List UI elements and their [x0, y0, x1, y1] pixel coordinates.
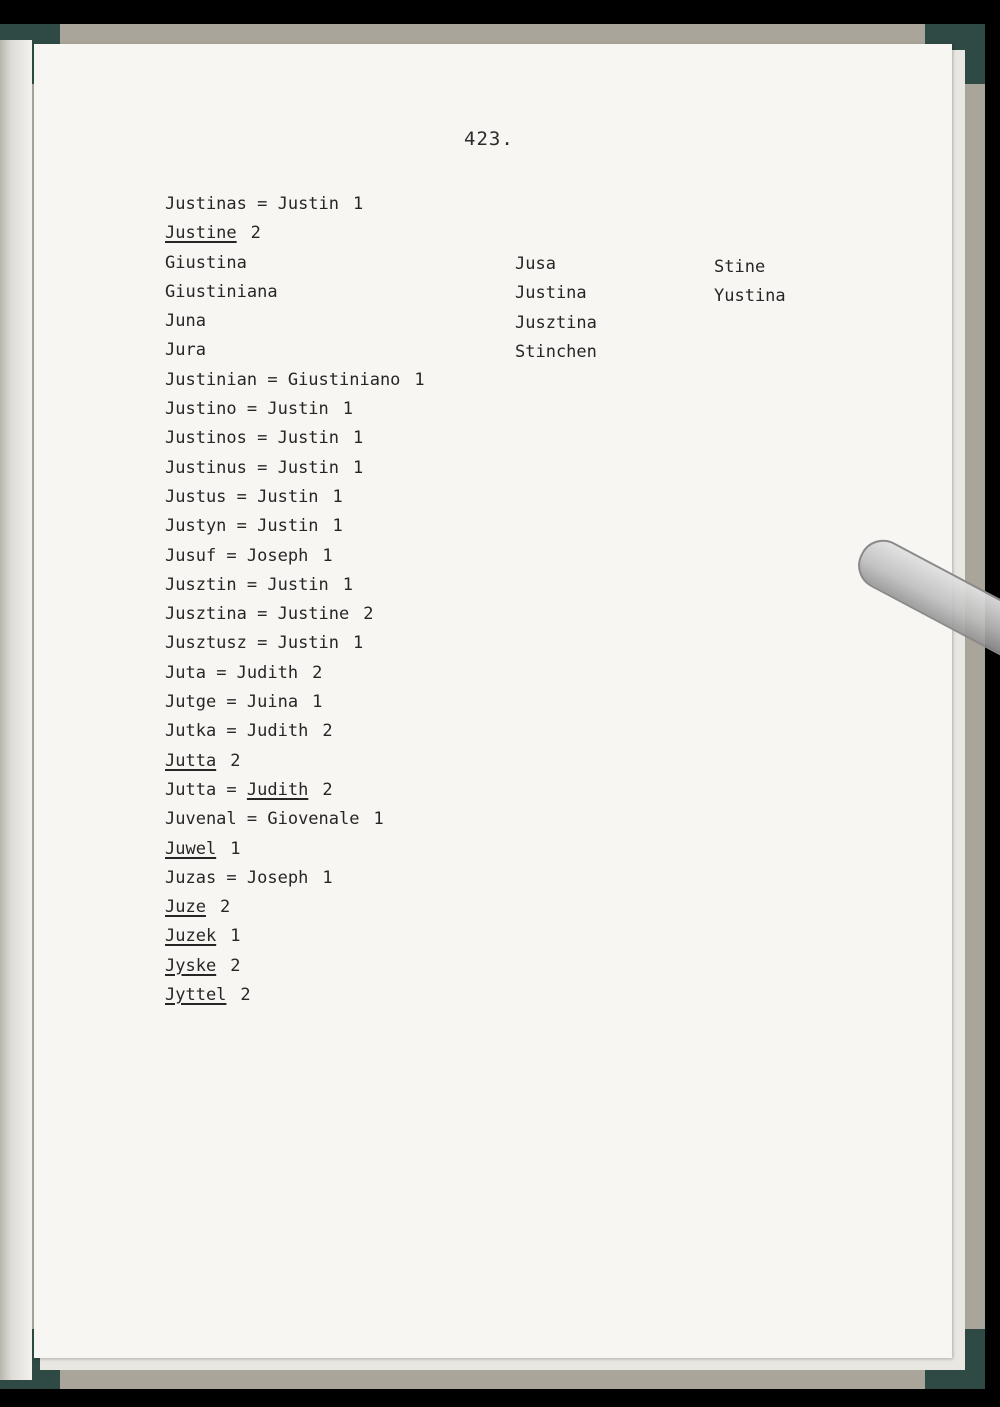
- list-item: [165, 278, 425, 307]
- page-number: 423.: [464, 128, 514, 150]
- entry-rank: 1: [332, 486, 343, 507]
- entry-name: Jutge: [165, 692, 217, 713]
- list-item: [165, 307, 425, 336]
- entry-equivalent: = Judith: [205, 662, 299, 683]
- entry-equivalent: = Justin: [246, 633, 340, 654]
- entry-name: Justinian: [165, 369, 258, 390]
- entry-rank: 1: [312, 692, 323, 713]
- entry-name: Jusztusz: [165, 633, 247, 654]
- entry-equivalent: = Justin: [236, 574, 329, 595]
- entry-rank: 1: [353, 428, 364, 449]
- entry-rank: 1: [322, 867, 333, 888]
- entry-name: Justine: [165, 223, 237, 244]
- list-item: [165, 571, 425, 600]
- entry-equivalent: = Justin: [226, 486, 319, 507]
- list-item: [165, 835, 425, 864]
- entry-equivalent: = Justin: [246, 428, 340, 449]
- list-item: [165, 249, 425, 278]
- entry-rank: 1: [342, 399, 354, 420]
- list-item: [165, 424, 425, 453]
- entry-rank: 2: [240, 985, 251, 1006]
- entry-name: Justinos: [165, 428, 247, 449]
- entry-rank: 1: [414, 369, 425, 390]
- entry-name: Jutta: [165, 750, 217, 771]
- entry-rank: 1: [353, 633, 364, 654]
- entry-name: Justus: [165, 486, 227, 507]
- entry-name: Giustiniana: [165, 281, 278, 302]
- entry-rank: 1: [353, 457, 364, 478]
- list-item: [165, 395, 425, 424]
- entry-name: Jyske: [165, 955, 217, 976]
- entry-name: Juna: [165, 311, 206, 332]
- variant-item: Stinchen: [515, 341, 597, 362]
- list-item: [165, 600, 425, 629]
- variant-item: Jusa: [515, 254, 556, 274]
- entry-name: Jusuf: [165, 545, 217, 566]
- list-item: [165, 542, 425, 571]
- entry-name: Jyttel: [165, 985, 227, 1006]
- list-item: [165, 629, 425, 658]
- entry-equivalent: = Justin: [236, 399, 329, 420]
- list-item: [165, 922, 425, 951]
- entry-equivalent: = Juina: [216, 692, 299, 713]
- entry-rank: 1: [342, 574, 354, 595]
- entry-name: Justyn: [165, 516, 227, 537]
- entry-equivalent: = Joseph: [216, 545, 309, 566]
- variant-item: Yustina: [714, 286, 786, 307]
- list-item: [165, 512, 425, 541]
- entry-name: Juze: [165, 897, 206, 918]
- entry-rank: 2: [219, 897, 231, 918]
- list-item: [165, 454, 425, 483]
- variant-list-column-1: [515, 250, 597, 367]
- entry-equivalent: Judith: [246, 779, 309, 800]
- variant-list-column-2: [714, 253, 786, 312]
- entry-rank: 2: [230, 750, 241, 771]
- entry-name: Juvenal: [165, 809, 237, 830]
- binder-spine: [0, 40, 32, 1380]
- list-item: [165, 336, 425, 365]
- list-item: [165, 659, 425, 688]
- variant-item: Stine: [714, 257, 766, 277]
- entry-rank: 2: [230, 955, 241, 976]
- list-item: [165, 776, 425, 805]
- list-item: [165, 893, 425, 922]
- entry-name: Jusztina: [165, 604, 247, 625]
- entry-rank: 1: [353, 194, 364, 214]
- entry-rank: 2: [322, 779, 333, 800]
- entry-name: Jusztin: [165, 574, 237, 595]
- entry-equivalent: = Justine: [246, 604, 350, 625]
- entry-equivalent: = Justin: [226, 516, 319, 537]
- entry-equivalent: = Giovenale: [236, 809, 360, 830]
- variant-item: Justina: [515, 283, 587, 304]
- list-item: [165, 366, 425, 395]
- entry-name: Justinas: [165, 194, 247, 214]
- entry-rank: 2: [322, 721, 333, 742]
- entry-name: Jutka: [165, 721, 217, 742]
- entry-name: Justino: [165, 399, 237, 420]
- entry-name: Juwel: [165, 838, 217, 859]
- list-item: [165, 981, 425, 1010]
- entry-rank: 1: [230, 838, 241, 859]
- entry-rank: 1: [230, 926, 241, 947]
- entry-rank: 1: [373, 809, 384, 830]
- entry-equivalent: = Justin: [246, 457, 340, 478]
- entry-name: Giustina: [165, 252, 247, 273]
- entry-equivalent: = Justin: [246, 194, 340, 214]
- entry-rank: 2: [312, 662, 323, 683]
- entry-equivalent-prefix: =: [216, 779, 247, 800]
- entry-equivalent: = Joseph: [216, 867, 309, 888]
- list-item: [165, 219, 425, 248]
- entry-rank: 2: [250, 223, 261, 244]
- entry-name: Juzek: [165, 926, 217, 947]
- entry-name: Juta: [165, 662, 206, 683]
- list-item: [165, 688, 425, 717]
- entry-name: Jutta: [165, 779, 217, 800]
- list-item: [165, 864, 425, 893]
- entry-equivalent: = Giustiniano: [257, 369, 401, 390]
- list-item: [165, 190, 425, 219]
- list-item: [165, 747, 425, 776]
- entry-rank: 1: [332, 516, 343, 537]
- entry-name: Justinus: [165, 457, 247, 478]
- name-entry-list: [165, 190, 425, 1010]
- list-item: [165, 483, 425, 512]
- list-item: [165, 717, 425, 746]
- entry-equivalent: = Judith: [216, 721, 309, 742]
- variant-item: Jusztina: [515, 312, 597, 333]
- entry-name: Juzas: [165, 867, 217, 888]
- entry-rank: 1: [322, 545, 333, 566]
- list-item: [165, 805, 425, 834]
- list-item: [165, 952, 425, 981]
- entry-name: Jura: [165, 340, 206, 361]
- entry-rank: 2: [363, 604, 374, 625]
